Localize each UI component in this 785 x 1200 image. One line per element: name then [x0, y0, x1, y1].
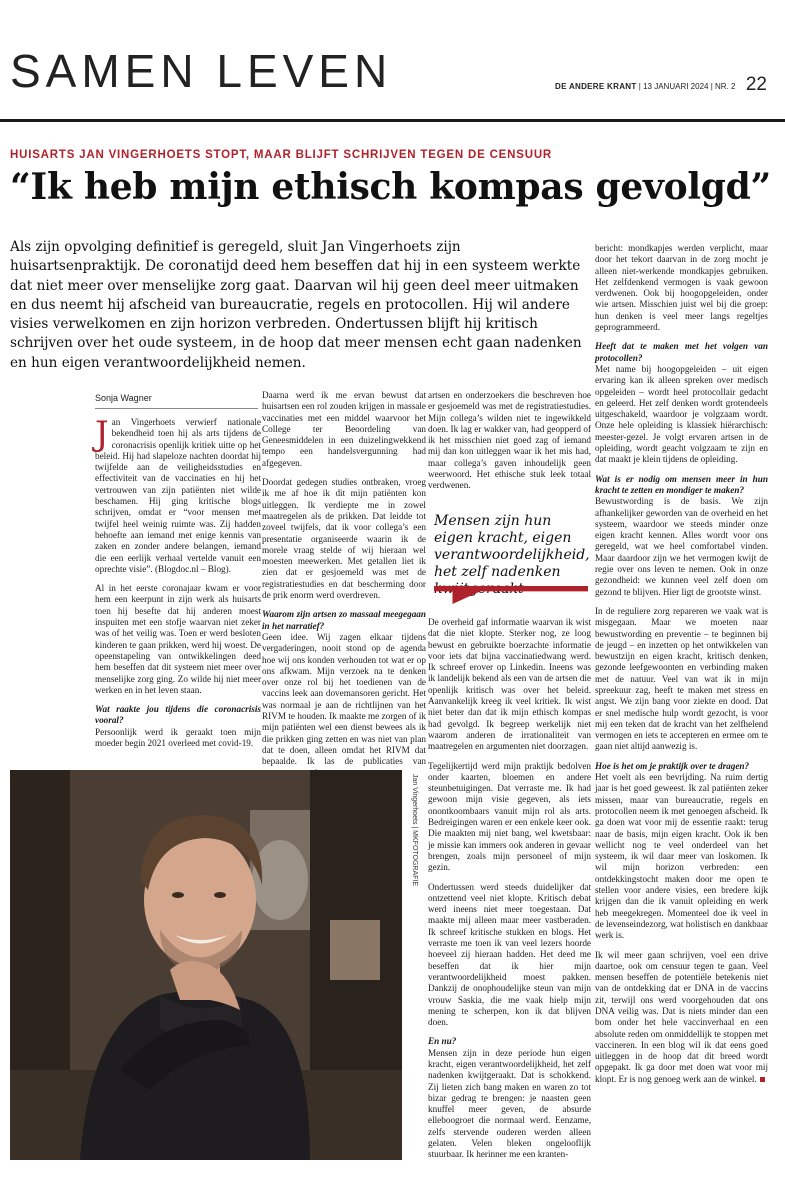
page-number: 22	[745, 74, 767, 95]
paragraph: Met name bij hoogopgeleiden – uit eigen ervaring kan ik alleen spreken over medisch opgeleiden – wordt heel protocollair gedacht en geleerd. Het zelf denken wordt grotendeels uitgeschakeld, waardoor je volgzaam wordt. Onze hele opleiding is klassiek hiërarchisch: meester-gezel. Je volgt ervaren artsen in de opleiding, wordt geacht volgzaam te zijn en dat maakt je klein tijdens de opleiding.	[595, 363, 768, 465]
question: Heeft dat te maken met het volgen van protocollen?	[595, 341, 768, 363]
paragraph: Ondertussen werd steeds duidelijker dat ontzettend veel niet klopte. Kritisch debat werd ineens niet meer toegestaan. Dat maakte mij alleen maar meer vastberaden. Ik schreef kritische stukken en blogs. Het verraste me toen ik van veel lezers hoorde hoeveel zij hieraan hadden. Het deed me beseffen dat ik hier mijn verantwoordelijkheid moest pakken. Dankzij de onophoudelijke steun van mijn vrouw Saskia, die me vaak hielp mijn mening te scherpen, kon ik dat blijven doen.	[428, 881, 591, 1028]
portrait-illustration	[10, 770, 402, 1160]
end-mark	[760, 1077, 765, 1082]
paragraph: artsen en onderzoekers die beschreven hoe er gesjoemeld was met de registratiestudies. Mijn collega’s wilden niet te ingewikkeld doen. Ik lag er wakker van, had geopperd of ik het misschien niet goed zag of iemand mij dan kon uitleggen waar ik het mis had, maar collega’s gaven inhoudelijk geen weerwoord. Het ethische stuk leek totaal verdwenen.	[428, 390, 591, 491]
paragraph: Geen idee. Wij zagen elkaar tijdens vergaderingen, nooit stond op de agenda hoe wij ons konden verhouden tot wat er op ons afkwam. Mijn verzoek na te denken over onze rol bij het toedienen van de vaccins leek aan dovemansoren gericht. Het was normaal je aan de richtlijnen van het RIVM te houden. Ik maakte me zorgen of ik mijn patiënten wel een dienst bewees als ik die prikken ging zetten en was niet van plan dat te doen, alleen omdat het RIVM dat bepaalde. Ik las de publicaties van	[262, 631, 426, 767]
lead-paragraph: Als zijn opvolging definitief is geregeld, sluit Jan Vingerhoets zijn huisartsenpraktijk. De coronatijd deed hem beseffen dat hij in een systeem werkte dat niet meer over menselijke zorg gaat. Daarvan wil hij geen deel meer uitmaken en dus neemt hij afscheid van bureaucratie, regels en protocollen. Hij wil andere visies verwelkomen en zijn horizon verbreden. Ondertussen blijft hij kritisch schrijven over het oude systeem, in de hoop dat meer mensen echt gaan nadenken en hun eigen verantwoordelijkheid nemen.	[10, 239, 582, 371]
question: Wat is er nodig om mensen meer in hun kracht te zetten en mondiger te maken?	[595, 473, 768, 495]
column-2	[262, 390, 426, 787]
paragraph: Tegelijkertijd werd mijn praktijk bedolven onder kaarten, bloemen en andere steunbetuigingen. Dat verraste me. Ik had gewoon mijn visie gegeven, als iets onontkoombaars vanuit mijn rol als arts. Bedreigingen waren er een enkele keer ook. Die maakten mij niet bang, wel kwetsbaar: je missie kan immers ook anderen in gevaar brengen, zoals mijn personeel of mijn gezin.	[428, 760, 591, 873]
section-title: SAMEN LEVEN	[10, 45, 393, 97]
byline-rule	[95, 408, 258, 409]
paragraph: Persoonlijk werd ik geraakt toen mijn moeder begin 2021 overleed met covid-19.	[95, 726, 261, 749]
headline: “Ik heb mijn ethisch kompas gevolgd”	[10, 166, 771, 208]
question: En nu?	[428, 1036, 457, 1047]
column-3	[428, 617, 591, 1169]
paragraph: Daarna werd ik me ervan bewust dat huisartsen een rol zouden krijgen in massale vaccinaties met een middel waarvoor het College ter Beoordeling van Geneesmiddelen in een duizelingwekkend tempo een handelsvergunning had afgegeven.	[262, 390, 426, 468]
paragraph: Al in het eerste coronajaar kwam er voor hem een keerpunt in zijn werk als huisarts toen hij besefte dat hij anderen moest inspuiten met een stofje waarvan niet zeker was of het veilig was. Toen er werd besloten kinderen te gaan prikken, werd hij woest. De opeenstapeling van ontwikkelingen deed hem beseffen dat dit systeem niet meer over menselijke zorg ging. Zo wilde hij niet meer werken en in het leven staan.	[95, 583, 261, 695]
question: Hoe is het om je praktijk over te dragen?	[595, 760, 750, 771]
issue-date: 13 JANUARI 2024	[643, 82, 709, 91]
question: Wat raakte jou tijdens die coronacrisis vooral?	[95, 704, 261, 726]
paper-name: DE ANDERE KRANT	[555, 82, 637, 91]
paragraph: bericht: mondkapjes werden verplicht, maar door het tekort daarvan in de zorg mocht je alleen niet-werkende mondkapjes gebruiken. Het zelfdenkend vermogen is vaak gewoon verdwenen. Ook bij hoogopgeleiden, onder wie artsen. Misschien juist wel bij die groep: hun denken is veel meer langs regeltjes geprogrammeerd.	[595, 243, 768, 333]
portrait-photo	[10, 770, 402, 1160]
pull-quote: Mensen zijn hun eigen kracht, eigen verantwoordelijkheid, het zelf nadenken	[434, 513, 590, 580]
paragraph: Mensen zijn in deze periode hun eigen kracht, eigen verantwoordelijkheid, het zelf nadenken kwijtgeraakt. Dat is schokkend. Zij lieten zich bang maken en waren zo tot bizar gedrag te brengen: je naasten geen knuffel meer geven, de absurde elleboogroet die normaal werd. Eenzame, zelfs stervende ouderen werden alleen gelaten. Velen bleken ongelooflijk stuurbaar. Ik herinner me een kranten-	[428, 1047, 591, 1160]
paragraph: Bewustwording is de basis. We zijn afhankelijker geworden van de overheid en het systeem, waardoor we steeds minder onze eigen kracht kennen. Alles wordt voor ons geregeld, wat we heel comfortabel vinden. Maar daardoor zijn we het vermogen kwijt de regie over ons leven te nemen. Ook in onze gezondheid: we kunnen veel zelf doen om gezond te blijven. Hier ligt de grootste winst.	[595, 496, 768, 597]
paragraph: De overheid gaf informatie waarvan ik wist dat die niet klopte. Sterker nog, ze loog bewust en gebruikte boerzachte informatie voor iets dat bijna vaccinatiedwang werd. Ik schreef erover op Linkedin. Ineens was ik landelijk bekend als een van de artsen die openlijk kritisch was over het beleid. Aanvankelijk kreeg ik veel kritiek. Ik wist niet beter dan dat ik mijn ethisch kompas had gevolgd. Ik begreep werkelijk niet waarom anderen de irrationaliteit van maatregelen en argumenten niet doorzagen.	[428, 617, 591, 752]
paragraph: an Vingerhoets verwierf nationale bekendheid toen hij als arts tijdens de coronacrisis openlijk kritiek uitte op het beleid. Hij had slapeloze nachten doordat hij twijfelde aan de veiligheidsstudies en effectiviteit van de vaccinaties en hij het vertrouwen van zijn patiënten niet wilde beschamen. Hij ging kritische blogs schrijven, omdat er “voor mensen met twijfel heel weinig ruimte was. Zij hadden behoefte aan iemand met enige kennis van zaken en zonder andere belangen, iemand die een eerlijk verhaal vertelde vanuit een oprechte visie”. (Blogdoc.nl – Blog).	[95, 417, 261, 574]
column-1	[95, 414, 261, 757]
byline: Sonja Wagner	[95, 393, 152, 403]
paragraph: Doordat gedegen studies ontbraken, vroeg ik me af hoe ik dit mijn patiënten kon uitleggen. Ik verdiepte me in zowel maatregelen als de prikken. Dat leidde tot zoveel twijfels, dat ik voor collega’s een presentatie organiseerde waarin ik de morele vraag stelde of wij hieraan wel moesten meewerken. Met getallen liet ik zien dat er gesjoemeld was met de registratiestudies en dat bescherming door de prik enorm werd overdreven.	[262, 477, 426, 601]
column-3-top	[428, 390, 591, 500]
column-4	[595, 243, 768, 1093]
question: Waarom zijn artsen zo massaal meegegaan in het narratief?	[262, 609, 426, 631]
paragraph: Ik wil meer gaan schrijven, voel een drive daartoe, ook om censuur tegen te gaan. Veel mensen beseffen de potentiële betekenis niet van de ontdekking dat er DNA in de vaccins zit, terwijl ons werd voorgehouden dat ons DNA veilig was. Dat is niets minder dan een bom onder het hele vaccinverhaal en een absolute reden om onmiddellijk te stoppen met vaccineren. In een blog wil ik dat eens goed uitleggen in de hoop dat dit breed wordt opgepakt. Ik ga door met doen wat voor mij klopt. Er is nog genoeg werk aan de winkel.	[595, 949, 768, 1084]
paragraph: Het voelt als een bevrijding. Na ruim dertig jaar is het goed geweest. Ik zal patiënten zeker missen, maar van bureaucratie, regels en protocollen neem ik met genoegen afscheid. Ik ga doen wat voor mij de essentie raakt: terug naar de basis, mijn eigen kracht. Ook ik ben wellicht nog te veel onderdeel van het systeem, ik wil daar meer van loskomen. Ik wil mijn horizon verbreden: een ontdekkingstocht maken door me open te stellen voor andere visies, een bredere kijk krijgen dan die ik vanuit opleiding en werk heb meegekregen. Momenteel doe ik veel in de levenseindezorg, wat holistisch en dankbaar werk is.	[595, 772, 768, 941]
drop-cap: J	[95, 414, 109, 454]
photo-credit: Jan Vingerhoets | MKFOTOGRAFIE	[411, 774, 418, 887]
paragraph: In de reguliere zorg repareren we vaak wat is misgegaan. Maar we moeten naar bewustwording en preventie – te beginnen bij de jeugd – en inzetten op het ontwikkelen van bewustzijn en eigen kracht, kritisch denken, gezonde leefgewoonten en verbinding maken met de natuur. Veel van wat ik in mijn spreekuur zag, heeft te maken met stress en angst. We zijn bang voor ziekte en dood. Dat er snel medische hulp wordt gezocht, is voor mij een teken dat de kracht van het zelfhelend vermogen en iets te accepteren en ermee om te gaan niet altijd aanwezig is.	[595, 605, 768, 752]
top-rule	[0, 119, 785, 122]
issue-number: NR. 2	[715, 82, 736, 91]
masthead: DE ANDERE KRANT | 13 JANUARI 2024 | NR. 2	[555, 82, 736, 91]
kicker: HUISARTS JAN VINGERHOETS STOPT, MAAR BLIJFT SCHRIJVEN TEGEN DE CENSUUR	[10, 149, 553, 161]
